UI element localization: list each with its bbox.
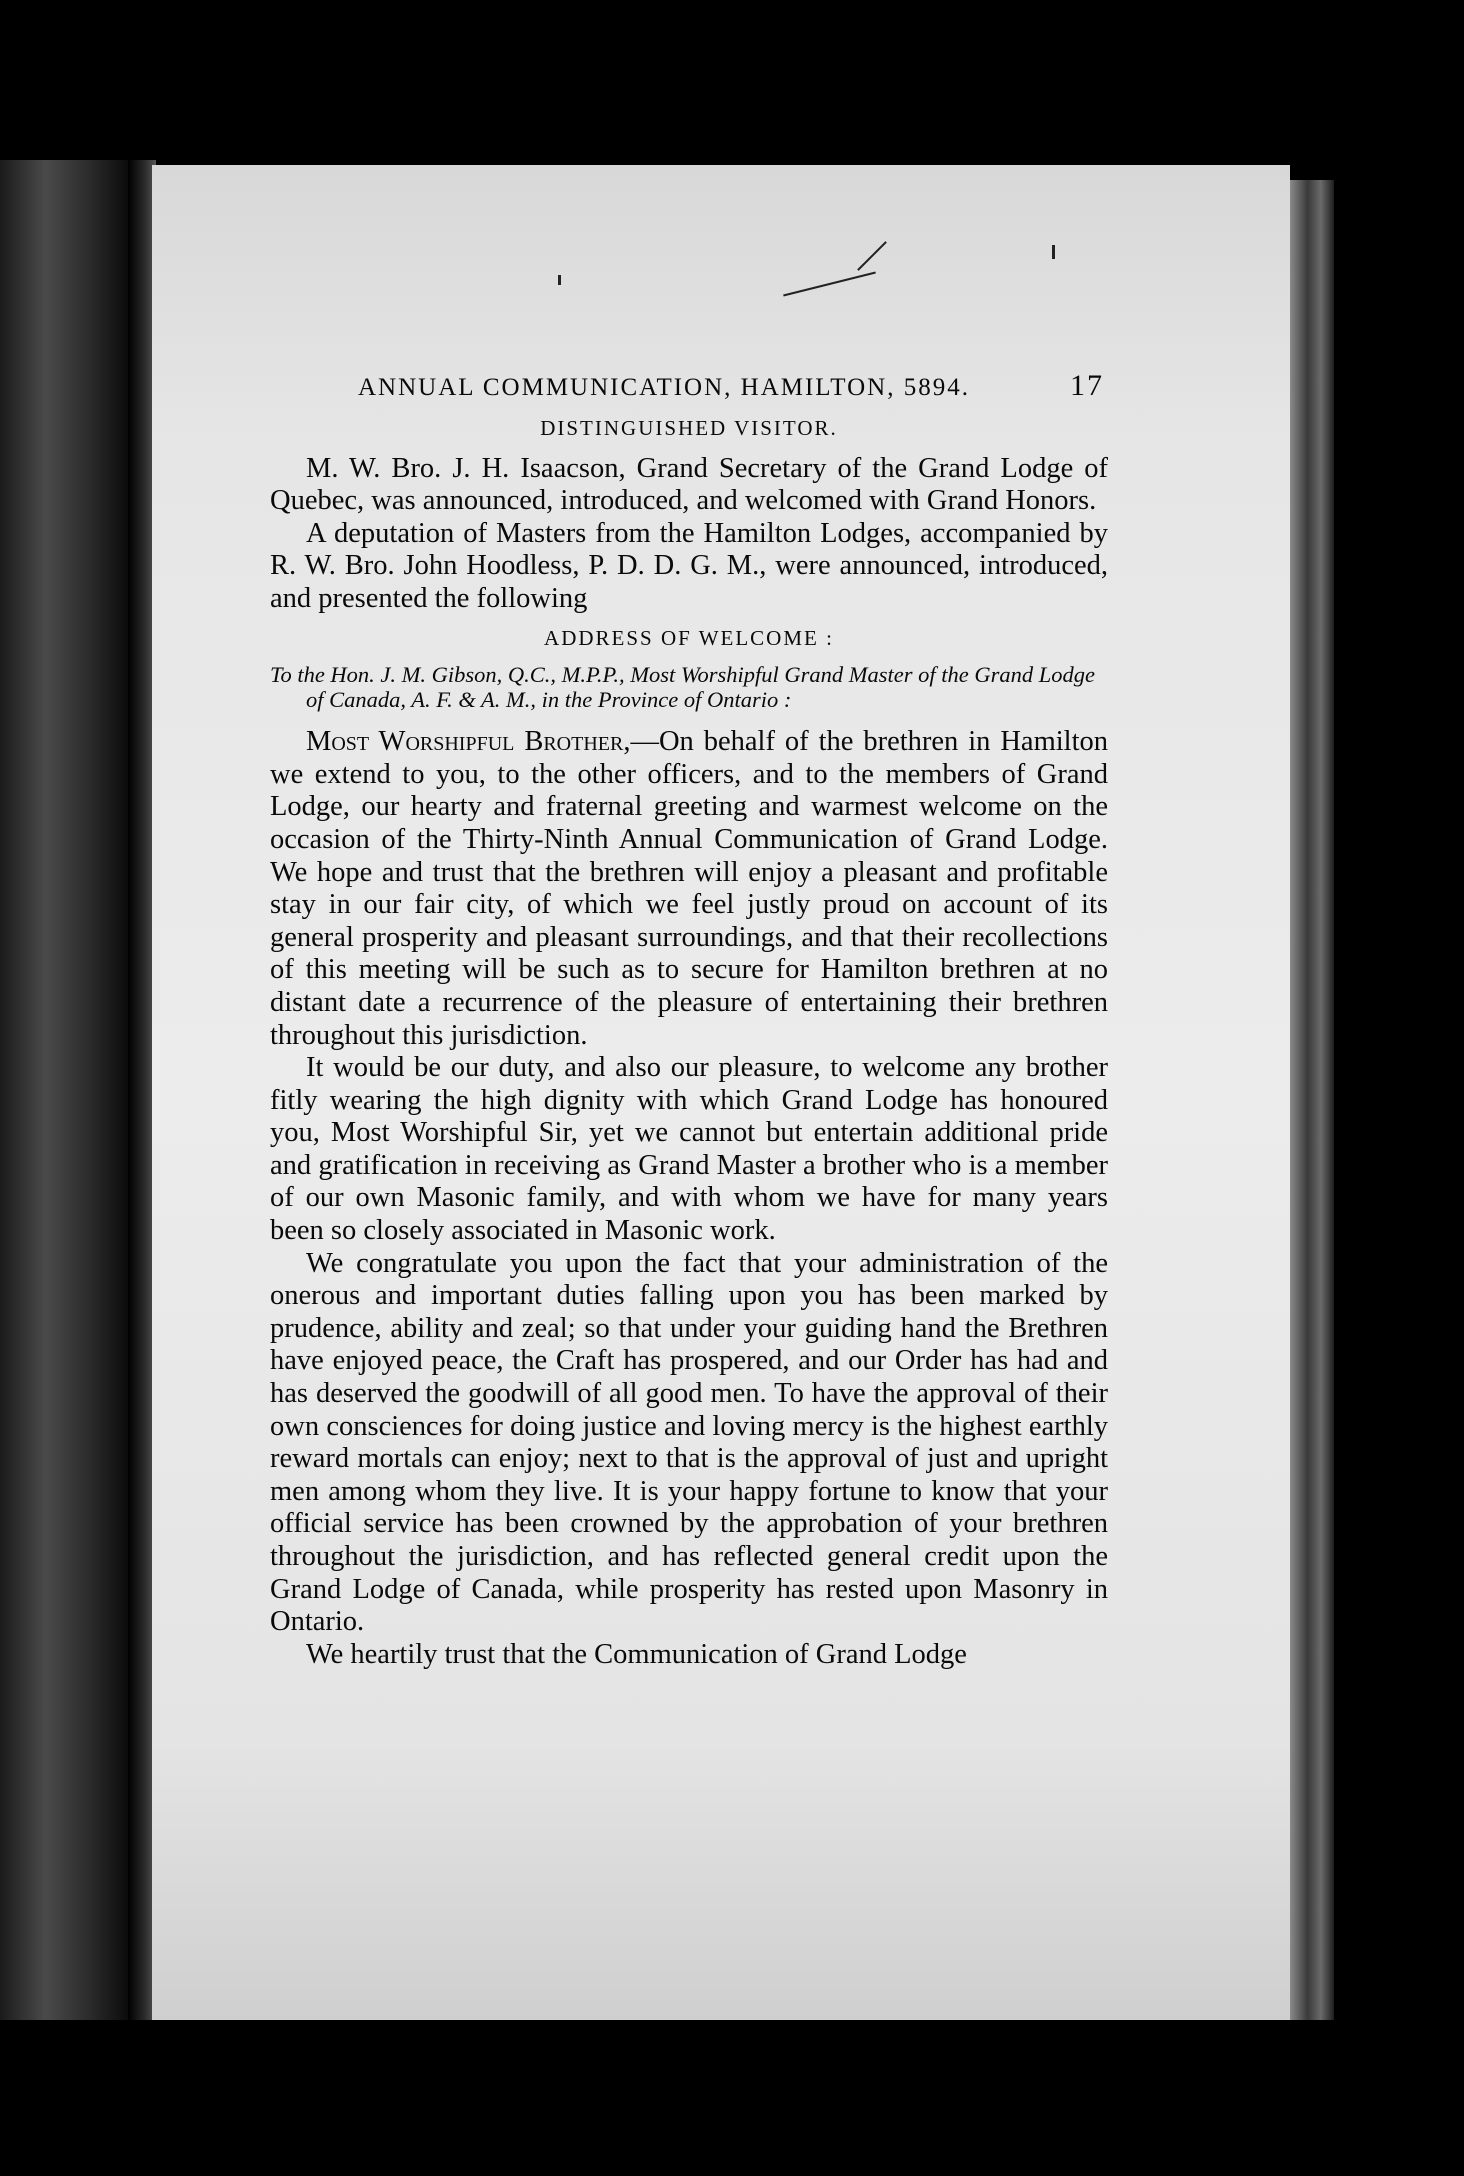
speck bbox=[558, 275, 561, 285]
page-content bbox=[270, 360, 1108, 1671]
running-head-title: ANNUAL COMMUNICATION, HAMILTON, 5894. bbox=[358, 374, 970, 401]
salutation: Most Worshipful Brother, bbox=[306, 726, 631, 758]
running-head bbox=[270, 360, 1108, 406]
pen-stroke bbox=[857, 241, 887, 271]
paragraph-deputation: A deputation of Masters from the Hamilton Lodges, accompanied by R. W. Bro. John Hoodless, P. D. D. G. M., were announced, introduced, and presented the following bbox=[270, 517, 1108, 614]
page-stack-edge bbox=[1290, 180, 1334, 2020]
speck bbox=[1052, 245, 1055, 259]
paragraph-address-3: We congratulate you upon the fact that your administration of the onerous and important duties falling upon you has been marked by prudence, ability and zeal; so that under your guiding hand the Brethren have enjoyed peace, the Craft has prospered, and our Order has had and has deserved the goodwill of all good men. To have the approval of their own consciences for doing justice and loving mercy is the highest earthly reward mortals can enjoy; next to that is the approval of just and upright men among whom they live. It is your happy fortune to know that your official service has been crowned by the approbation of your brethren throughout the jurisdiction, and has reflected general credit upon the Grand Lodge of Canada, while prosperity has rested upon Masonry in Ontario. bbox=[270, 1247, 1108, 1638]
paragraph-address-2: It would be our duty, and also our pleasure, to welcome any brother fitly wearing the high dignity with which Grand Lodge has honoured you, Most Worshipful Sir, yet we cannot but entertain additional pride and gratification in receiving as Grand Master a brother who is a member of our own Masonic family, and with whom we have for many years been so closely associated in Masonic work. bbox=[270, 1052, 1108, 1247]
facing-page-edge bbox=[0, 160, 130, 2020]
section-heading-address-of-welcome: ADDRESS OF WELCOME : bbox=[544, 625, 834, 650]
paragraph-address-4: We heartily trust that the Communication of Grand Lodge bbox=[306, 1638, 967, 1670]
pen-stroke bbox=[783, 272, 876, 297]
paragraph-address-1-body: —On behalf of the brethren in Hamilton we extend to you, to the other officers, and to the members of Grand Lodge, our hearty and fraternal greeting and warmest welcome on the occasion of the Thirty-Ninth Annual Communication of Grand Lodge. We hope and trust that the brethren will enjoy a pleasant and profitable stay in our fair city, of which we feel justly proud on account of its general prosperity and pleasant surroundings, and that their recollections of this meeting will be such as to secure for Hamilton brethren at no distant date a recurrence of the pleasure of entertaining their brethren throughout this jurisdiction. bbox=[270, 726, 1108, 1051]
page-number: 17 bbox=[1070, 369, 1104, 402]
addressee-line: To the Hon. J. M. Gibson, Q.C., M.P.P., Most Worshipful Grand Master of the Grand Lodge of Canada, A. F. & A. M., in the Province of Ontario : bbox=[270, 662, 1096, 713]
paragraph-address-1 bbox=[270, 726, 1108, 1052]
section-heading-distinguished-visitor: DISTINGUISHED VISITOR. bbox=[540, 416, 838, 440]
paragraph-visitor: M. W. Bro. J. H. Isaacson, Grand Secretary of the Grand Lodge of Quebec, was announced, introduced, and welcomed with Grand Honors. bbox=[270, 452, 1108, 517]
